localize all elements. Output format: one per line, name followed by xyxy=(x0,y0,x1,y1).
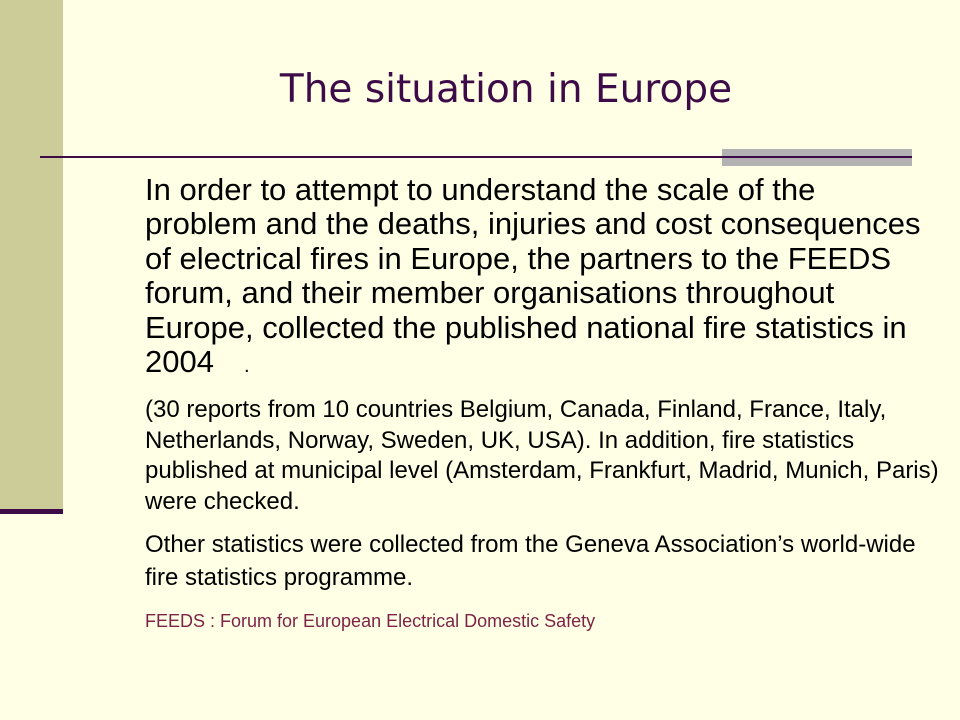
paragraph-1-line: problem and the deaths, injuries and cost consequences xyxy=(145,206,921,242)
paragraph-2-line: published at municipal level (Amsterdam, Frankfurt, Madrid, Munich, Paris) xyxy=(145,457,939,484)
paragraph-2-line: were checked. xyxy=(145,487,300,515)
paragraph-2-line: (30 reports from 10 countries Belgium, Canada, Finland, France, Italy, xyxy=(145,396,887,423)
paragraph-2-line: Netherlands, Norway, Sweden, UK, USA). In addition, fire statistics xyxy=(145,426,855,454)
paragraph-1 xyxy=(145,173,921,383)
paragraph-1-line: forum, and their member organisations throughout xyxy=(145,275,835,311)
paragraph-1-line: of electrical fires in Europe, the partners to the FEEDS xyxy=(145,240,892,276)
slide-title: The situation in Europe xyxy=(279,67,733,112)
left-band-rule xyxy=(0,509,63,514)
left-decorative-band xyxy=(0,0,63,509)
paragraph-2 xyxy=(145,395,939,517)
footnote: FEEDS : Forum for European Electrical Domestic Safety xyxy=(145,611,596,631)
paragraph-1-line: Europe, collected the published national fire statistics in xyxy=(145,309,907,345)
title-underline-rule xyxy=(40,156,912,158)
paragraph-3-line: Other statistics were collected from the Geneva Association’s world-wide xyxy=(145,531,916,558)
paragraph-3 xyxy=(145,528,916,594)
paragraph-1-trailing-mark: . xyxy=(243,355,250,378)
paragraph-3-line: fire statistics programme. xyxy=(145,564,414,591)
paragraph-1-line: 2004 xyxy=(145,344,214,380)
paragraph-1-last-line xyxy=(145,345,921,383)
paragraph-1-line: In order to attempt to understand the scale of the xyxy=(145,172,816,207)
